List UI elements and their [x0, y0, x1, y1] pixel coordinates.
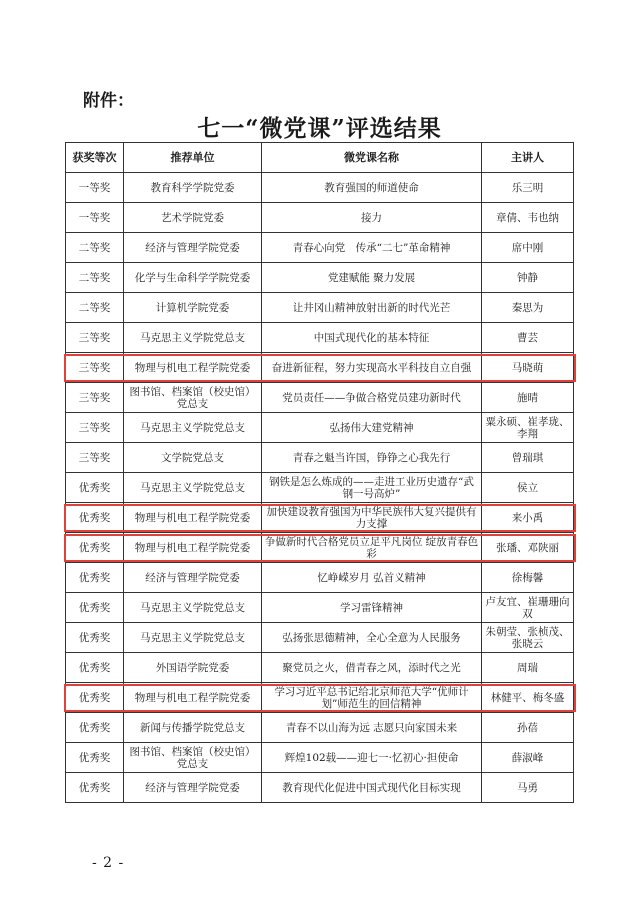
cell-course-name: 弘扬张思德精神，全心全意为人民服务 [262, 623, 482, 653]
cell-speaker: 张璠、邓陕丽 [482, 533, 574, 563]
cell-award-level: 优秀奖 [66, 473, 124, 503]
table-row [66, 383, 574, 413]
cell-speaker: 钟静 [482, 263, 574, 293]
cell-recommending-unit: 经济与管理学院党委 [124, 773, 262, 803]
cell-recommending-unit: 马克思主义学院党总支 [124, 323, 262, 353]
cell-speaker: 徐梅馨 [482, 563, 574, 593]
cell-award-level: 三等奖 [66, 413, 124, 443]
table-row [66, 173, 574, 203]
table-row [66, 443, 574, 473]
cell-recommending-unit: 马克思主义学院党总支 [124, 413, 262, 443]
cell-speaker: 秦思为 [482, 293, 574, 323]
cell-course-name: 学习习近平总书记给北京师范大学“优师计划”师范生的回信精神 [262, 683, 482, 713]
cell-course-name: 争做新时代合格党员立足平凡岗位 绽放青春色彩 [262, 533, 482, 563]
cell-course-name: 加快建设教育强国为中华民族伟大复兴提供有力支撑 [262, 503, 482, 533]
results-table [65, 142, 574, 803]
header-speaker: 主讲人 [482, 143, 574, 173]
cell-course-name: 青春之魁当许国，铮铮之心我先行 [262, 443, 482, 473]
table-row [66, 203, 574, 233]
cell-speaker: 孙蓓 [482, 713, 574, 743]
cell-award-level: 二等奖 [66, 233, 124, 263]
cell-speaker: 章倩、韦也纳 [482, 203, 574, 233]
cell-award-level: 优秀奖 [66, 623, 124, 653]
page-number: - 2 - [92, 855, 125, 871]
cell-award-level: 一等奖 [66, 203, 124, 233]
table-row [66, 563, 574, 593]
table-header-row [66, 143, 574, 173]
cell-course-name: 教育强国的师道使命 [262, 173, 482, 203]
table-row [66, 473, 574, 503]
cell-award-level: 优秀奖 [66, 743, 124, 773]
cell-course-name: 奋进新征程，努力实现高水平科技自立自强 [262, 353, 482, 383]
table-row [66, 593, 574, 623]
table-row [66, 713, 574, 743]
table-row [66, 353, 574, 383]
cell-recommending-unit: 新闻与传播学院党总支 [124, 713, 262, 743]
cell-course-name: 钢铁是怎么炼成的——走进工业历史遗存“武钢一号高炉” [262, 473, 482, 503]
cell-recommending-unit: 物理与机电工程学院党委 [124, 353, 262, 383]
cell-recommending-unit: 经济与管理学院党委 [124, 563, 262, 593]
cell-recommending-unit: 马克思主义学院党总支 [124, 473, 262, 503]
cell-speaker: 林健平、梅冬盛 [482, 683, 574, 713]
cell-recommending-unit: 外国语学院党委 [124, 653, 262, 683]
cell-speaker: 朱朝莹、张桢茂、张晓云 [482, 623, 574, 653]
cell-award-level: 优秀奖 [66, 533, 124, 563]
header-course-name: 微党课名称 [262, 143, 482, 173]
cell-speaker: 侯立 [482, 473, 574, 503]
document-title: 七一“微党课”评选结果 [197, 115, 442, 142]
table-row [66, 533, 574, 563]
cell-speaker: 马勇 [482, 773, 574, 803]
cell-speaker: 马晓萌 [482, 353, 574, 383]
cell-course-name: 教育现代化促进中国式现代化目标实现 [262, 773, 482, 803]
table-row [66, 413, 574, 443]
table-row [66, 743, 574, 773]
cell-recommending-unit: 艺术学院党委 [124, 203, 262, 233]
table-row [66, 653, 574, 683]
table-row [66, 293, 574, 323]
cell-award-level: 优秀奖 [66, 683, 124, 713]
cell-award-level: 优秀奖 [66, 593, 124, 623]
header-recommending-unit: 推荐单位 [124, 143, 262, 173]
cell-speaker: 曹芸 [482, 323, 574, 353]
cell-award-level: 二等奖 [66, 263, 124, 293]
table-row [66, 503, 574, 533]
cell-speaker: 来小禹 [482, 503, 574, 533]
cell-award-level: 优秀奖 [66, 773, 124, 803]
cell-speaker: 施晴 [482, 383, 574, 413]
cell-award-level: 优秀奖 [66, 713, 124, 743]
cell-recommending-unit: 图书馆、档案馆（校史馆）党总支 [124, 743, 262, 773]
cell-course-name: 接力 [262, 203, 482, 233]
cell-course-name: 辉煌102载——迎七一·忆初心·担使命 [262, 743, 482, 773]
attachment-label: 附件： [83, 91, 134, 111]
cell-recommending-unit: 教育科学学院党委 [124, 173, 262, 203]
table-row [66, 323, 574, 353]
cell-award-level: 优秀奖 [66, 653, 124, 683]
cell-course-name: 中国式现代化的基本特征 [262, 323, 482, 353]
cell-recommending-unit: 物理与机电工程学院党委 [124, 683, 262, 713]
cell-speaker: 周瑞 [482, 653, 574, 683]
cell-award-level: 三等奖 [66, 443, 124, 473]
cell-recommending-unit: 物理与机电工程学院党委 [124, 533, 262, 563]
cell-speaker: 席中刚 [482, 233, 574, 263]
cell-course-name: 学习雷锋精神 [262, 593, 482, 623]
cell-recommending-unit: 计算机学院党委 [124, 293, 262, 323]
cell-speaker: 乐三明 [482, 173, 574, 203]
cell-course-name: 青春心向党 传承“二七”革命精神 [262, 233, 482, 263]
cell-course-name: 党员责任——争做合格党员建功新时代 [262, 383, 482, 413]
table-row [66, 683, 574, 713]
cell-recommending-unit: 经济与管理学院党委 [124, 233, 262, 263]
cell-speaker: 粟永硕、崔孝珑、李翔 [482, 413, 574, 443]
cell-recommending-unit: 化学与生命科学学院党委 [124, 263, 262, 293]
table-row [66, 263, 574, 293]
cell-course-name: 青春不以山海为远 志愿只向家国未来 [262, 713, 482, 743]
table-row [66, 773, 574, 803]
cell-course-name: 忆峥嵘岁月 弘首义精神 [262, 563, 482, 593]
cell-course-name: 让井冈山精神放射出新的时代光芒 [262, 293, 482, 323]
cell-recommending-unit: 图书馆、档案馆（校史馆）党总支 [124, 383, 262, 413]
cell-course-name: 弘扬伟大建党精神 [262, 413, 482, 443]
cell-award-level: 一等奖 [66, 173, 124, 203]
header-award-level: 获奖等次 [66, 143, 124, 173]
cell-speaker: 曾瑞琪 [482, 443, 574, 473]
cell-speaker: 薛淑峰 [482, 743, 574, 773]
cell-course-name: 聚党员之火，借青春之风，添时代之光 [262, 653, 482, 683]
cell-award-level: 三等奖 [66, 353, 124, 383]
cell-award-level: 优秀奖 [66, 563, 124, 593]
cell-recommending-unit: 马克思主义学院党总支 [124, 623, 262, 653]
cell-course-name: 党建赋能 聚力发展 [262, 263, 482, 293]
table-row [66, 233, 574, 263]
cell-award-level: 三等奖 [66, 383, 124, 413]
cell-recommending-unit: 文学院党总支 [124, 443, 262, 473]
cell-recommending-unit: 物理与机电工程学院党委 [124, 503, 262, 533]
table-row [66, 623, 574, 653]
cell-award-level: 三等奖 [66, 323, 124, 353]
cell-award-level: 二等奖 [66, 293, 124, 323]
cell-recommending-unit: 马克思主义学院党总支 [124, 593, 262, 623]
cell-award-level: 优秀奖 [66, 503, 124, 533]
cell-speaker: 卢友宜、崔珊珊向双 [482, 593, 574, 623]
